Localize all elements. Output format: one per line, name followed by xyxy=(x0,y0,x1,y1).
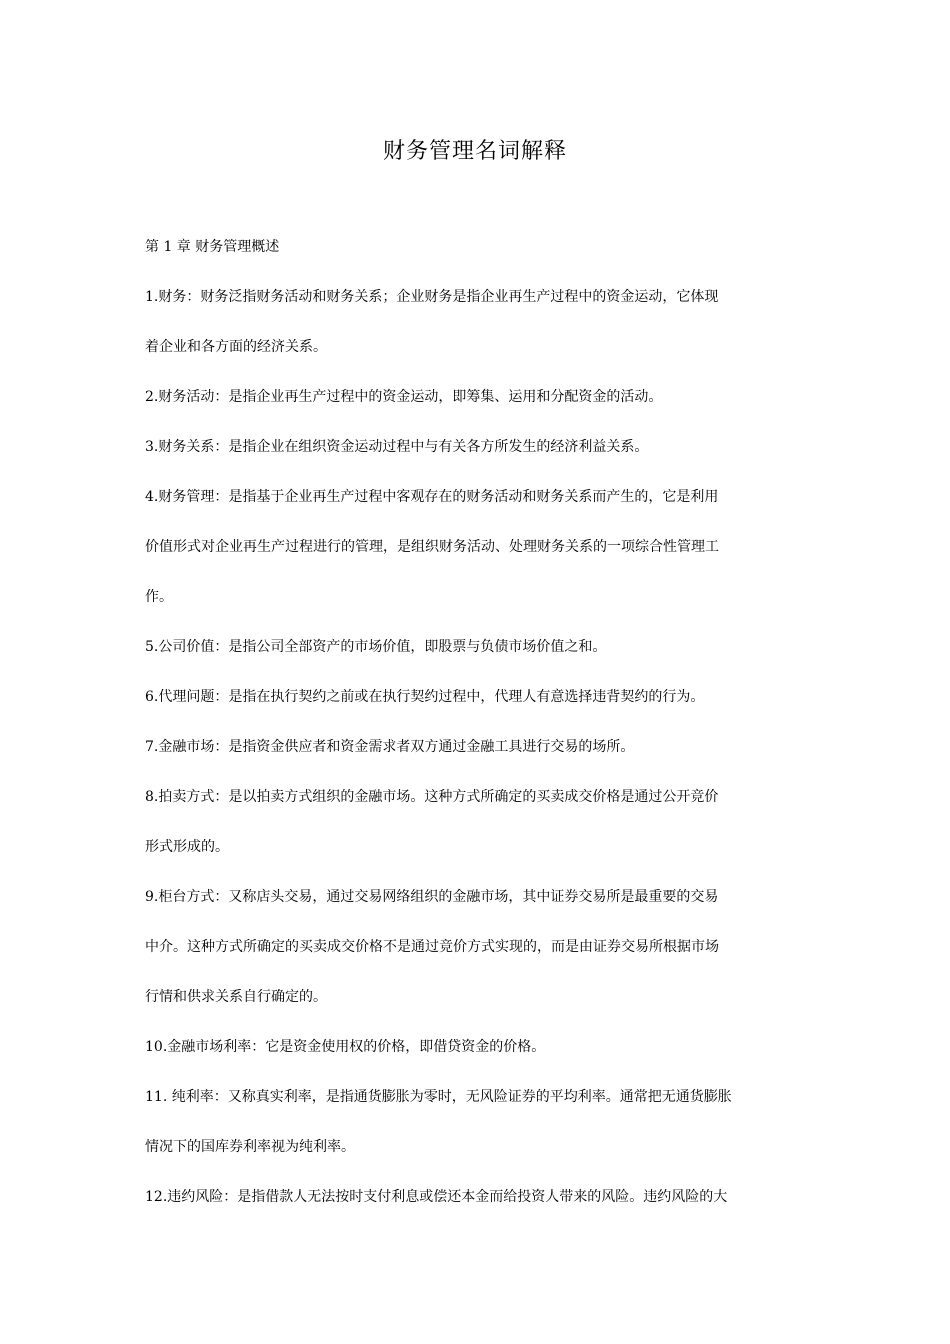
text-line: 3.财务关系：是指企业在组织资金运动过程中与有关各方所发生的经济利益关系。 xyxy=(145,439,649,455)
text-line: 情况下的国库券利率视为纯利率。 xyxy=(145,1139,355,1155)
text-line: 12.违约风险：是指借款人无法按时支付利息或偿还本金而给投资人带来的风险。违约风险的大 xyxy=(145,1189,728,1205)
text-line: 9.柜台方式：又称店头交易，通过交易网络组织的金融市场，其中证券交易所是最重要的交易 xyxy=(145,889,719,905)
text-line: 1.财务：财务泛指财务活动和财务关系；企业财务是指企业再生产过程中的资金运动，它体现 xyxy=(145,289,719,305)
text-line: 行情和供求关系自行确定的。 xyxy=(145,989,327,1005)
document-title: 财务管理名词解释 xyxy=(382,139,567,164)
text-line: 着企业和各方面的经济关系。 xyxy=(145,339,327,355)
text-line: 6.代理问题：是指在执行契约之前或在执行契约过程中，代理人有意选择违背契约的行为。 xyxy=(145,689,705,705)
text-line: 形式形成的。 xyxy=(145,839,229,855)
text-line: 作。 xyxy=(145,589,173,605)
text-line: 5.公司价值：是指公司全部资产的市场价值，即股票与负债市场价值之和。 xyxy=(145,639,607,655)
text-line: 10.金融市场利率：它是资金使用权的价格，即借贷资金的价格。 xyxy=(145,1039,546,1055)
document-body xyxy=(145,222,745,1222)
text-line: 11. 纯利率：又称真实利率，是指通货膨胀为零时，无风险证券的平均利率。通常把无通货膨胀 xyxy=(145,1089,732,1105)
chapter-heading: 第 1 章 财务管理概述 xyxy=(145,239,280,255)
text-line: 4.财务管理：是指基于企业再生产过程中客观存在的财务活动和财务关系而产生的，它是利用 xyxy=(145,489,719,505)
text-line: 价值形式对企业再生产过程进行的管理，是组织财务活动、处理财务关系的一项综合性管理工 xyxy=(145,539,719,555)
text-line: 8.拍卖方式：是以拍卖方式组织的金融市场。这种方式所确定的买卖成交价格是通过公开竞价 xyxy=(145,789,719,805)
text-line: 2.财务活动：是指企业再生产过程中的资金运动，即筹集、运用和分配资金的活动。 xyxy=(145,389,663,405)
text-line: 中介。这种方式所确定的买卖成交价格不是通过竞价方式实现的，而是由证券交易所根据市场 xyxy=(145,939,719,955)
text-line: 7.金融市场：是指资金供应者和资金需求者双方通过金融工具进行交易的场所。 xyxy=(145,739,635,755)
